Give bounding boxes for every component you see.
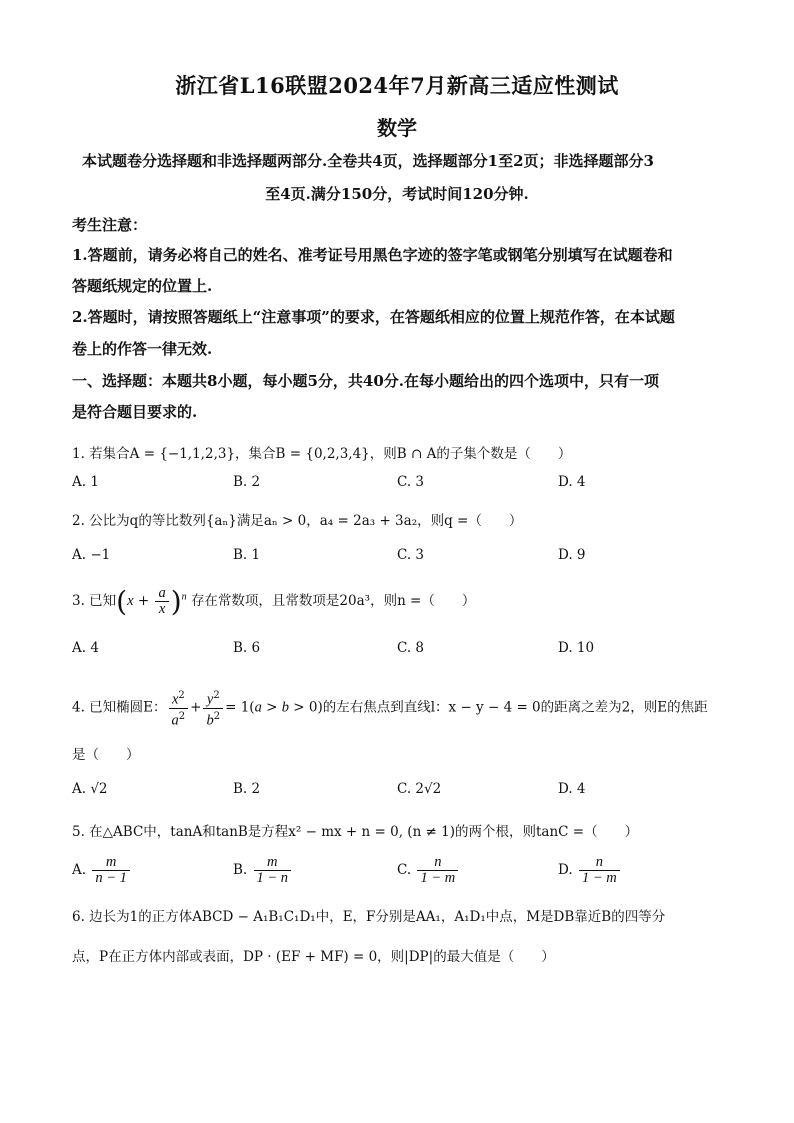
option-d-denominator: 1 − m	[581, 870, 617, 886]
option-b[interactable]: B. 1	[233, 547, 261, 563]
option-a-denominator: n − 1	[95, 870, 127, 886]
question-4-stem-suffix: 的左右焦点到直线l：x − y − 4 = 0的距离之差为2，则E的焦距	[322, 699, 708, 716]
question-3-stem-prefix: 3. 已知	[72, 593, 117, 609]
question-4-stem: 4. 已知椭圆E： $\frac{x^2}{a^2}$ + $\frac{y^2}{b^2}$ = 1(a > b > 0)的左右焦点到直线l：x − y − 4 = 0的距离之差为2，则E的焦距	[72, 690, 708, 728]
option-b[interactable]: B. 2	[233, 781, 261, 797]
notice-item-1: 1.答题前，请务必将自己的姓名、准考证号用黑色字迹的签字笔或钢笔分别填写在试题卷和	[72, 246, 673, 264]
section-heading-cont: 是符合题目要求的.	[72, 403, 198, 421]
question-2-stem: 2. 公比为q的等比数列{aₙ}满足aₙ > 0，a₄ = 2a₃ + 3a₂，则q =（ ）	[72, 513, 523, 529]
section-heading: 一、选择题：本题共8小题，每小题5分，共40分.在每小题给出的四个选项中，只有一项	[72, 372, 659, 390]
intro-line-2: 至4页.满分150分，考试时间120分钟.	[265, 185, 529, 203]
option-c-numerator: n	[417, 855, 458, 871]
question-6-stem-cont: 点，P在正方体内部或表面，DP · (EF + MF) = 0，则|DP|的最大值是（ ）	[72, 949, 555, 965]
option-b[interactable]: B. 2	[233, 474, 261, 490]
question-5-stem: 5. 在△ABC中，tanA和tanB是方程x² − mx + n = 0, (n ≠ 1)的两个根，则tanC =（ ）	[72, 824, 639, 840]
option-c[interactable]	[397, 855, 460, 886]
option-b[interactable]: B. 6	[233, 640, 261, 656]
question-1-stem: 1. 若集合A = {−1,1,2,3}，集合B = {0,2,3,4}，则B ∩ A的子集个数是（ ）	[72, 446, 572, 462]
option-a-label: A.	[72, 862, 87, 878]
option-c[interactable]: C. 8	[397, 640, 425, 656]
option-c-label: C.	[397, 862, 412, 878]
option-d[interactable]: D. 4	[558, 474, 586, 490]
question-3-stem: 3. 已知(x + $\frac{a}{x}$ )$^n$ 存在常数项，且常数项是20a³，则n =（ ）	[72, 585, 476, 618]
option-d[interactable]	[558, 855, 622, 886]
option-b-denominator: 1 − n	[256, 870, 289, 886]
option-c-denominator: 1 − m	[420, 870, 456, 886]
option-d[interactable]: D. 9	[558, 547, 586, 563]
notice-item-2: 2.答题时，请按照答题纸上“注意事项”的要求，在答题纸相应的位置上规范作答，在本试题	[72, 308, 675, 326]
option-b[interactable]	[233, 855, 293, 886]
notice-item-1-cont: 答题纸规定的位置上.	[72, 277, 213, 295]
page-title: 浙江省L16联盟2024年7月新高三适应性测试	[175, 73, 619, 98]
option-c[interactable]: C. 3	[397, 547, 425, 563]
option-a[interactable]: A. 1	[72, 474, 99, 490]
option-d-label: D.	[558, 862, 573, 878]
question-6-stem: 6. 边长为1的正方体ABCD − A₁B₁C₁D₁中，E，F分别是AA₁，A₁D₁中点，M是DB靠近B的四等分	[72, 909, 666, 925]
option-a[interactable]: A. 4	[72, 640, 99, 656]
option-c[interactable]: C. 3	[397, 474, 425, 490]
subject-title: 数学	[377, 116, 417, 140]
intro-line-1: 本试题卷分选择题和非选择题两部分.全卷共4页，选择题部分1至2页；非选择题部分3	[82, 152, 654, 170]
question-4-stem-prefix: 4. 已知椭圆E：	[72, 699, 167, 716]
question-3-stem-suffix: 存在常数项，且常数项是20a³，则n =（ ）	[190, 593, 476, 609]
notice-title: 考生注意：	[72, 216, 148, 234]
option-a[interactable]: A. −1	[72, 547, 111, 563]
notice-item-2-cont: 卷上的作答一律无效.	[72, 340, 213, 358]
option-a-numerator: m	[92, 855, 130, 871]
option-b-label: B.	[233, 862, 248, 878]
option-a[interactable]	[72, 855, 132, 886]
option-d[interactable]: D. 4	[558, 781, 586, 797]
option-d[interactable]: D. 10	[558, 640, 595, 656]
option-a[interactable]: A. √2	[72, 781, 108, 797]
option-c[interactable]: C. 2√2	[397, 781, 442, 797]
option-b-numerator: m	[254, 855, 292, 871]
option-d-numerator: n	[579, 855, 620, 871]
question-4-stem-cont: 是（ ）	[72, 747, 140, 763]
